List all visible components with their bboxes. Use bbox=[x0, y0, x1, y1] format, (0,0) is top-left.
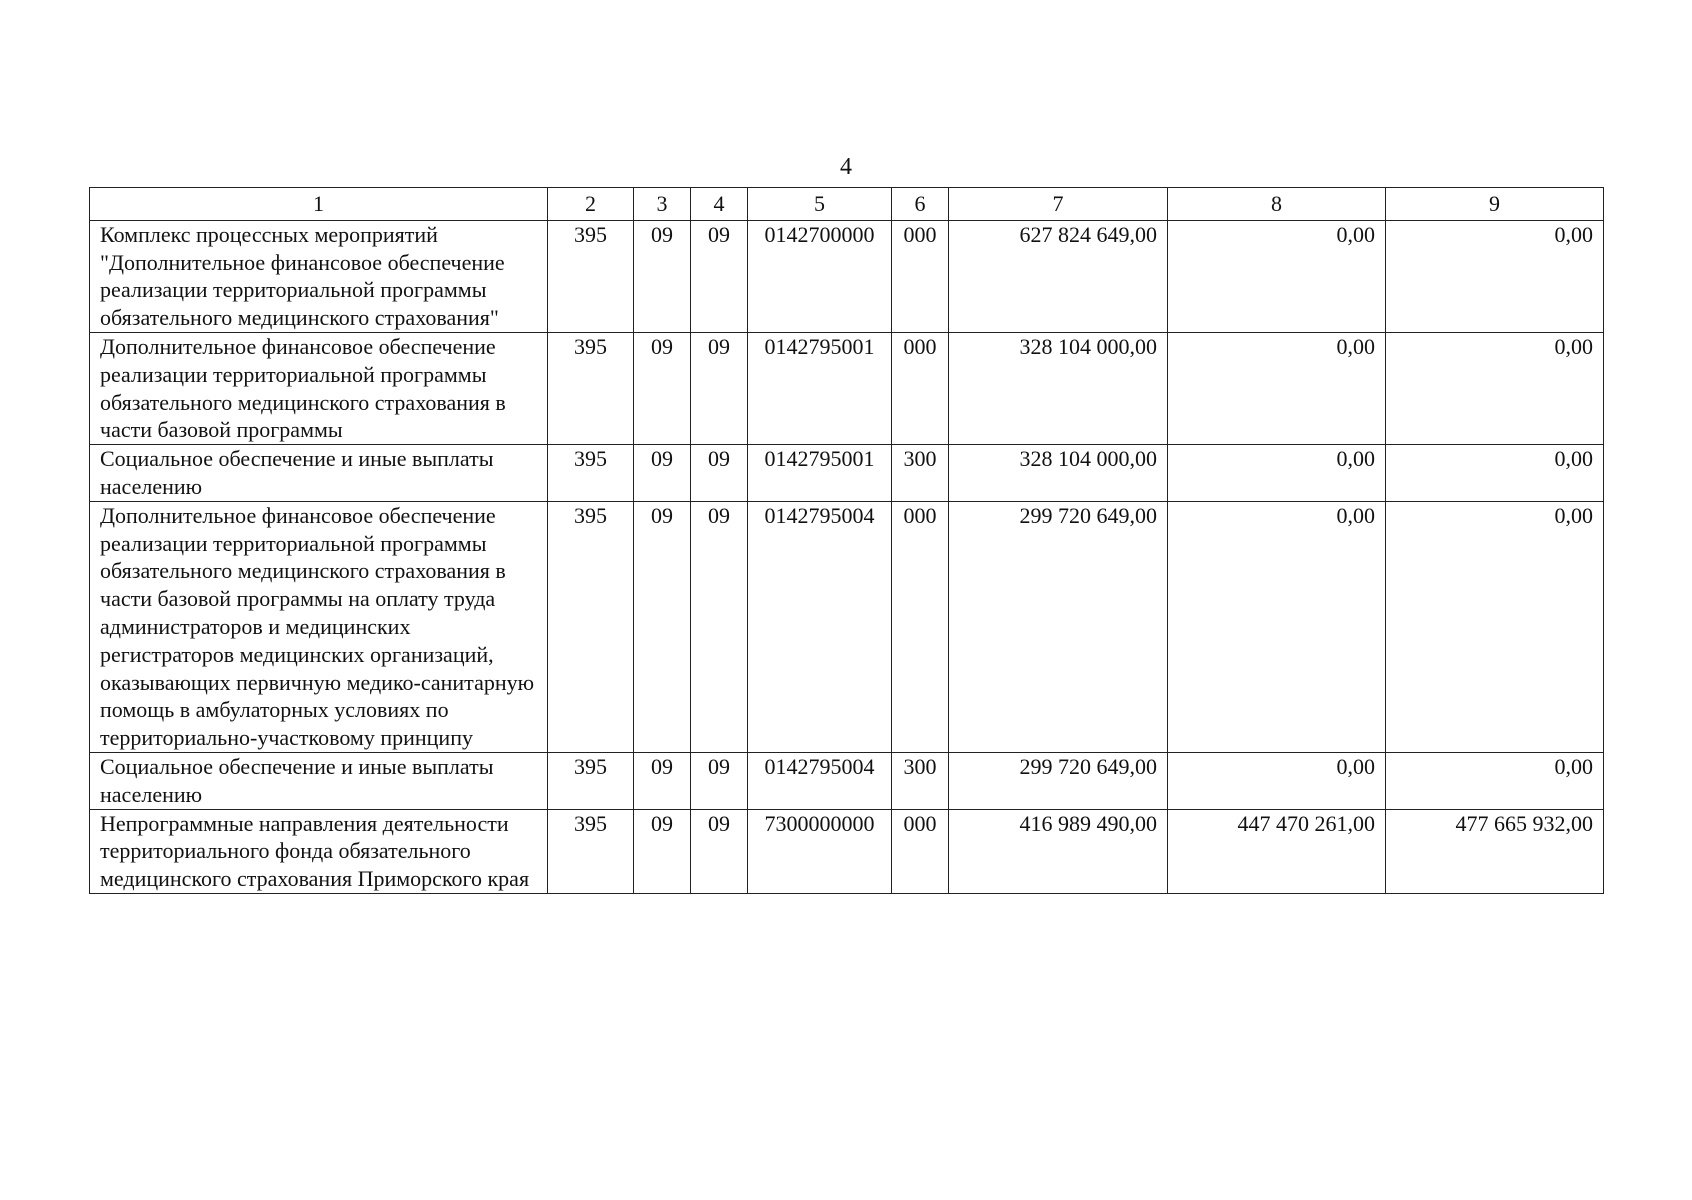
amount-year-3: 0,00 bbox=[1386, 220, 1604, 332]
ministry-code: 395 bbox=[548, 809, 634, 893]
expense-type-code: 300 bbox=[892, 445, 949, 502]
page-number: 4 bbox=[840, 154, 852, 180]
table-row bbox=[90, 501, 1604, 752]
amount-year-2: 0,00 bbox=[1168, 445, 1386, 502]
section-code: 09 bbox=[634, 752, 691, 809]
amount-year-1: 299 720 649,00 bbox=[949, 501, 1168, 752]
subsection-code: 09 bbox=[691, 445, 748, 502]
table-row bbox=[90, 752, 1604, 809]
column-header: 3 bbox=[634, 188, 691, 221]
section-code: 09 bbox=[634, 332, 691, 444]
ministry-code: 395 bbox=[548, 220, 634, 332]
amount-year-2: 0,00 bbox=[1168, 752, 1386, 809]
column-header: 8 bbox=[1168, 188, 1386, 221]
expense-type-code: 300 bbox=[892, 752, 949, 809]
subsection-code: 09 bbox=[691, 809, 748, 893]
row-name: Дополнительное финансовое обеспечение реализации территориальной программы обязательного медицинского страхования в части базовой программы на оплату труда администраторов и медицинских регистраторов медицинских организаций, оказывающих первичную медико-санитарную помощь в амбулаторных условиях по территориально-участковому принципу bbox=[90, 501, 548, 752]
row-name: Социальное обеспечение и иные выплаты населению bbox=[90, 445, 548, 502]
amount-year-2: 0,00 bbox=[1168, 220, 1386, 332]
amount-year-3: 0,00 bbox=[1386, 332, 1604, 444]
section-code: 09 bbox=[634, 445, 691, 502]
expense-type-code: 000 bbox=[892, 220, 949, 332]
column-header: 2 bbox=[548, 188, 634, 221]
row-name: Комплекс процессных мероприятий "Дополнительное финансовое обеспечение реализации территориальной программы обязательного медицинского страхования" bbox=[90, 220, 548, 332]
target-article-code: 7300000000 bbox=[748, 809, 892, 893]
amount-year-1: 328 104 000,00 bbox=[949, 332, 1168, 444]
target-article-code: 0142795004 bbox=[748, 752, 892, 809]
target-article-code: 0142795001 bbox=[748, 332, 892, 444]
target-article-code: 0142700000 bbox=[748, 220, 892, 332]
subsection-code: 09 bbox=[691, 220, 748, 332]
amount-year-2: 447 470 261,00 bbox=[1168, 809, 1386, 893]
row-name: Непрограммные направления деятельности территориального фонда обязательного медицинского страхования Приморского края bbox=[90, 809, 548, 893]
target-article-code: 0142795001 bbox=[748, 445, 892, 502]
table-row bbox=[90, 445, 1604, 502]
subsection-code: 09 bbox=[691, 501, 748, 752]
column-header: 1 bbox=[90, 188, 548, 221]
amount-year-1: 416 989 490,00 bbox=[949, 809, 1168, 893]
ministry-code: 395 bbox=[548, 501, 634, 752]
amount-year-2: 0,00 bbox=[1168, 332, 1386, 444]
amount-year-1: 627 824 649,00 bbox=[949, 220, 1168, 332]
table-row bbox=[90, 809, 1604, 893]
ministry-code: 395 bbox=[548, 752, 634, 809]
amount-year-1: 299 720 649,00 bbox=[949, 752, 1168, 809]
section-code: 09 bbox=[634, 501, 691, 752]
row-name: Социальное обеспечение и иные выплаты населению bbox=[90, 752, 548, 809]
table-row bbox=[90, 332, 1604, 444]
section-code: 09 bbox=[634, 220, 691, 332]
column-header: 6 bbox=[892, 188, 949, 221]
ministry-code: 395 bbox=[548, 332, 634, 444]
column-header: 7 bbox=[949, 188, 1168, 221]
amount-year-1: 328 104 000,00 bbox=[949, 445, 1168, 502]
amount-year-2: 0,00 bbox=[1168, 501, 1386, 752]
subsection-code: 09 bbox=[691, 752, 748, 809]
expense-type-code: 000 bbox=[892, 809, 949, 893]
column-header: 4 bbox=[691, 188, 748, 221]
section-code: 09 bbox=[634, 809, 691, 893]
budget-table bbox=[89, 187, 1604, 894]
row-name: Дополнительное финансовое обеспечение реализации территориальной программы обязательного медицинского страхования в части базовой программы bbox=[90, 332, 548, 444]
target-article-code: 0142795004 bbox=[748, 501, 892, 752]
amount-year-3: 0,00 bbox=[1386, 752, 1604, 809]
column-header: 9 bbox=[1386, 188, 1604, 221]
expense-type-code: 000 bbox=[892, 501, 949, 752]
amount-year-3: 0,00 bbox=[1386, 445, 1604, 502]
table-header-row bbox=[90, 188, 1604, 221]
amount-year-3: 477 665 932,00 bbox=[1386, 809, 1604, 893]
table-row bbox=[90, 220, 1604, 332]
amount-year-3: 0,00 bbox=[1386, 501, 1604, 752]
expense-type-code: 000 bbox=[892, 332, 949, 444]
ministry-code: 395 bbox=[548, 445, 634, 502]
subsection-code: 09 bbox=[691, 332, 748, 444]
column-header: 5 bbox=[748, 188, 892, 221]
